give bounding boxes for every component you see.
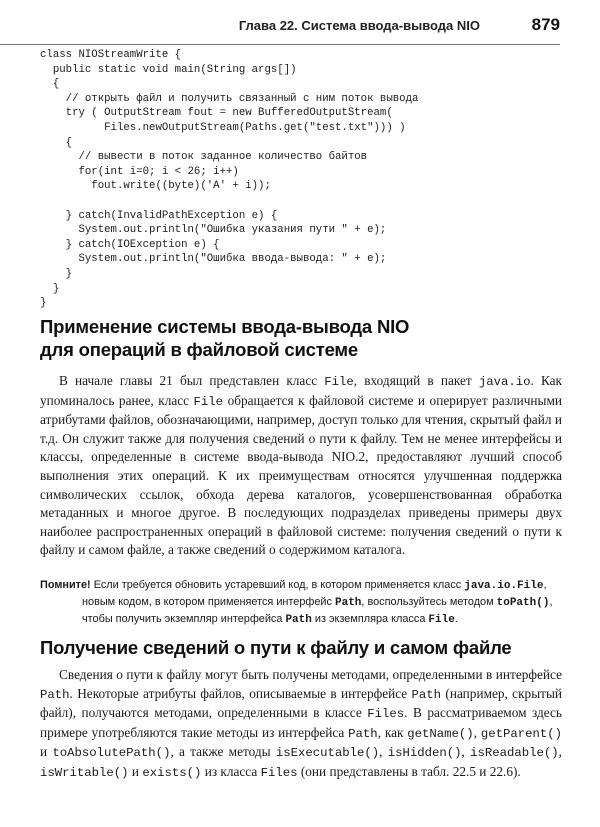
text-run: . Некоторые атрибуты файлов, описываемые в интерфейсе: [69, 685, 412, 701]
inline-code: java.io.File: [464, 580, 544, 592]
note-box: [40, 577, 562, 628]
section2-heading: Получение сведений о пути к файлу и самом файле: [40, 637, 512, 658]
page-number: 879: [531, 15, 560, 34]
code-line: }: [40, 282, 60, 295]
code-line: // вывести в поток заданное количество байтов: [40, 151, 368, 164]
inline-code: Path: [335, 597, 362, 609]
inline-code: exists(): [142, 765, 202, 780]
inline-code: Path: [348, 726, 378, 741]
inline-code: java.io: [478, 375, 531, 389]
code-line: }: [40, 267, 73, 280]
text-run: ,: [461, 744, 471, 760]
inline-code: isHidden(): [387, 746, 462, 761]
text-run: ,: [543, 579, 547, 591]
code-line: System.out.println("Ошибка указания пути " + e);: [40, 224, 387, 237]
inline-code: Files: [367, 707, 405, 722]
text-run: .: [454, 613, 458, 625]
code-line: {: [40, 136, 73, 149]
code-line: try ( OutputStream fout = new BufferedOutputStream(: [40, 107, 393, 120]
note-line-1: [40, 577, 562, 594]
text-run: ,: [473, 724, 481, 740]
text-run: новым кодом, в котором применяется интерфейс: [82, 596, 335, 608]
section1-heading: [40, 315, 409, 361]
inline-code: File: [428, 614, 455, 626]
code-line: Files.newOutputStream(Paths.get("test.txt"))) ): [40, 121, 406, 134]
inline-code: File: [324, 375, 354, 389]
inline-code: Files: [260, 765, 298, 780]
code-line: }: [40, 297, 47, 310]
code-line: } catch(IOException e) {: [40, 238, 220, 251]
text-run: ,: [549, 596, 553, 608]
running-header: [0, 16, 560, 38]
inline-code: isWritable(): [40, 765, 129, 780]
text-run: (например, скрытый файл), получаются методами, определенными в классе: [40, 685, 562, 721]
text-run: , а также методы: [170, 744, 276, 760]
inline-code: Path: [285, 614, 312, 626]
code-line: fout.write((byte)('A' + i));: [40, 180, 271, 193]
text-run: (они представлены в табл. 22.5 и 22.6).: [297, 763, 521, 779]
inline-code: getParent(): [480, 726, 563, 741]
inline-code: toPath(): [496, 597, 550, 609]
section1-paragraph: [40, 372, 562, 560]
text-run: . В рассматриваемом здесь примере употребляются такие методы из интерфейса: [40, 705, 562, 740]
inline-code: isExecutable(): [275, 746, 380, 761]
code-line: {: [40, 78, 60, 91]
note-line-2: [40, 594, 562, 611]
inline-code: Path: [40, 687, 70, 702]
inline-code: Path: [411, 687, 442, 702]
section1-heading-line1: Применение системы ввода-вывода NIO: [40, 316, 410, 337]
text-run: из класса: [201, 763, 261, 779]
section2-paragraph: [40, 666, 562, 783]
header-rule: [0, 44, 560, 45]
code-line: System.out.println("Ошибка ввода-вывода: " + e);: [40, 253, 387, 266]
code-line: public static void main(String args[]): [40, 63, 297, 76]
text-run: обращается к файловой системе и оперирует различными атрибутами файлов, обозначающими, например, доступ только для чтения, скрытый файл и т.д. Он служит также для получения сведений о пути к файлу. Тем не менее интерфейсы и классы, определенные в системе ввода-вывода NIO.2, предоставляют лучший способ выполнения этих операций. К их преимуществам относятся улучшенная поддержка символических ссылок, обхода дерева каталогов, усовершенствованная обработка метаданных и многое другое. В последующих подразделах приведены примеры двух наиболее распространенных операций в файловой системе: получения сведений о пути к файлу и самом файле, а также сведений о содержимом каталога.: [40, 392, 562, 558]
text-run: Сведения о пути к файлу могут быть получены методами, определенными в интерфейсе: [59, 667, 562, 682]
code-line: // открыть файл и получить связанный с ним поток вывода: [40, 92, 419, 105]
text-run: и: [128, 763, 143, 779]
chapter-title: Глава 22. Система ввода-вывода NIO: [238, 18, 480, 33]
text-run: ,: [558, 744, 562, 760]
text-run: Если требуется обновить устаревший код, в котором применяется класс: [90, 579, 465, 591]
code-line: class NIOStreamWrite {: [40, 49, 182, 61]
section1-heading-line2: для операций в файловой системе: [40, 339, 358, 360]
inline-code: toAbsolutePath(): [52, 746, 171, 761]
note-label: Помните!: [40, 579, 91, 591]
inline-code: getName(): [407, 726, 474, 741]
text-run: . Как упоминалось ранее, класс: [40, 373, 562, 408]
code-line: } catch(InvalidPathException e) {: [40, 209, 278, 222]
text-run: В начале главы 21 был представлен класс: [59, 373, 325, 388]
text-run: чтобы получить экземпляр интерфейса: [82, 613, 286, 625]
code-listing: [40, 48, 418, 311]
note-line-3: [40, 611, 562, 628]
text-run: из экземпляра класса: [311, 613, 429, 625]
text-run: и: [40, 744, 53, 760]
text-run: , входящий в пакет: [353, 373, 479, 388]
text-run: ,: [379, 744, 388, 760]
text-run: , воспользуйтесь методом: [361, 596, 497, 608]
inline-code: isReadable(): [470, 746, 559, 761]
text-run: , как: [377, 724, 408, 740]
code-line: for(int i=0; i < 26; i++): [40, 165, 239, 178]
inline-code: File: [193, 394, 224, 409]
